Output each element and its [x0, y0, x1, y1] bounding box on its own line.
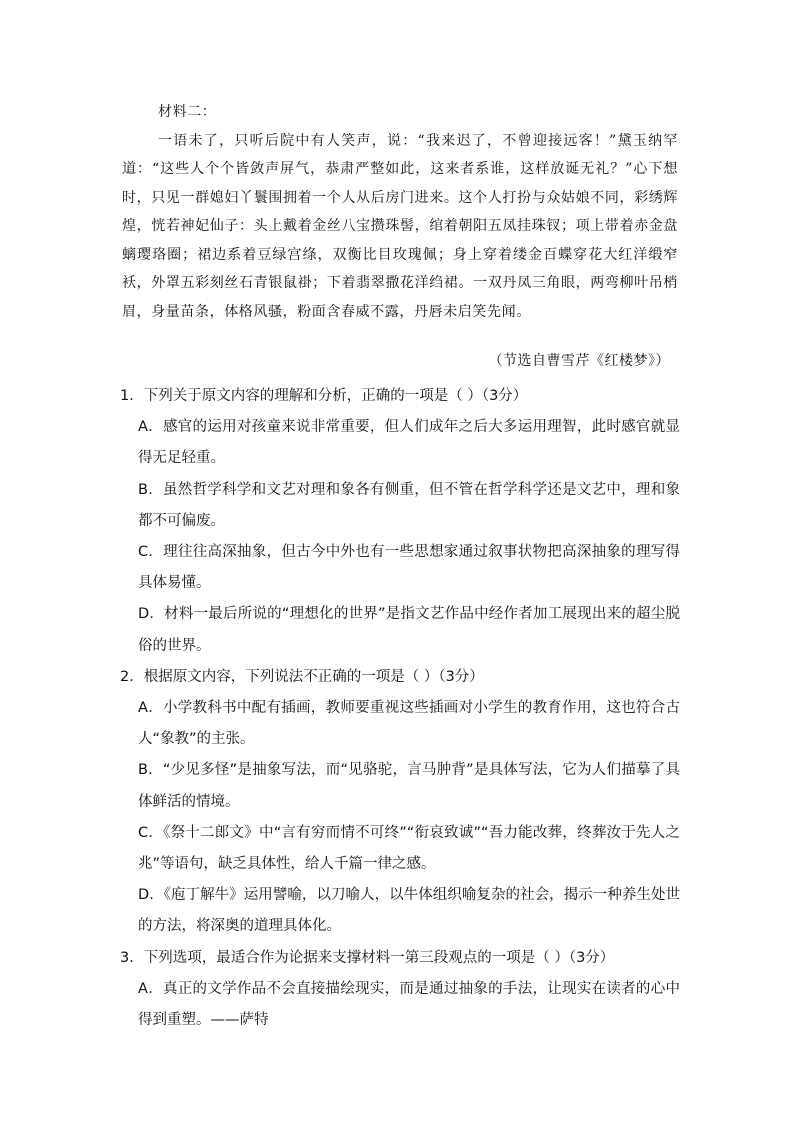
material-two [122, 98, 678, 326]
option-d: D．材料一最后所说的“理想化的世界”是指文艺作品中经作者加工展现出来的超尘脱俗的世界。 [138, 606, 680, 654]
option-c: C．《祭十二郎文》中“言有穷而情不可终”“衔哀致诚”“吾力能改葬，终葬汝于先人之兆”等语句，缺乏具体性，给人千篇一律之感。 [138, 824, 680, 873]
option-c: C．理往往高深抽象，但古今中外也有一些思想家通过叙事状物把高深抽象的理写得具体易懂。 [138, 544, 680, 592]
question-stem: 2．根据原文内容，下列说法不正确的一项是（ ）（3分） [120, 668, 484, 685]
material-passage: 一语未了，只听后院中有人笑声，说：“我来迟了，不曾迎接远客！”黛玉纳罕道：“这些人个个皆敛声屏气，恭肃严整如此，这来者系谁，这样放诞无礼？”心下想时，只见一群媳妇丫鬟围拥着一个人从后房门进来。这个人打扮与众姑娘不同，彩绣辉煌，恍若神妃仙子：头上戴着金丝八宝攒珠髻，绾着朝阳五凤挂珠钗；项上带着赤金盘螭璎珞圈；裙边系着豆绿宫绦，双衡比目玫瑰佩；身上穿着缕金百蝶穿花大红洋缎窄袄，外罩五彩刻丝石青银鼠褂；下着翡翠撒花洋绉裙。一双丹凤三角眼，两弯柳叶吊梢眉，身量苗条，体格风骚，粉面含春威不露，丹唇未启笑先闻。 [122, 132, 678, 320]
option-a: A．感官的运用对孩童来说非常重要，但人们成年之后大多运用理智，此时感官就显得无足轻重。 [138, 419, 680, 467]
question-1 [120, 381, 680, 662]
passage-source: （节选自曹雪芹《红楼梦》） [488, 353, 670, 369]
question-stem: 3．下列选项，最适合作为论据来支撑材料一第三段观点的一项是（ ）（3分） [120, 949, 615, 966]
question-3 [120, 943, 680, 1037]
question-2 [120, 662, 680, 943]
question-list [120, 381, 680, 1036]
material-title: 材料二： [158, 104, 217, 120]
option-b: B．“少见多怪”是抽象写法，而“见骆驼，言马肿背”是具体写法，它为人们描摹了具体鲜活的情境。 [138, 762, 680, 810]
option-a: A．真正的文学作品不会直接描绘现实，而是通过抽象的手法，让现实在读者的心中得到重塑。——萨特 [138, 980, 680, 1029]
option-a: A．小学教科书中配有插画，教师要重视这些插画对小学生的教育作用，这也符合古人“象教”的主张。 [138, 700, 680, 748]
question-stem: 1．下列关于原文内容的理解和分析，正确的一项是（ ）（3分） [120, 388, 528, 404]
option-b: B．虽然哲学科学和文艺对理和象各有侧重，但不管在哲学科学还是文艺中，理和象都不可偏废。 [138, 481, 680, 529]
option-d: D．《庖丁解牛》运用譬喻，以刀喻人，以牛体组织喻复杂的社会，揭示一种养生处世的方法，将深奥的道理具体化。 [138, 887, 680, 935]
